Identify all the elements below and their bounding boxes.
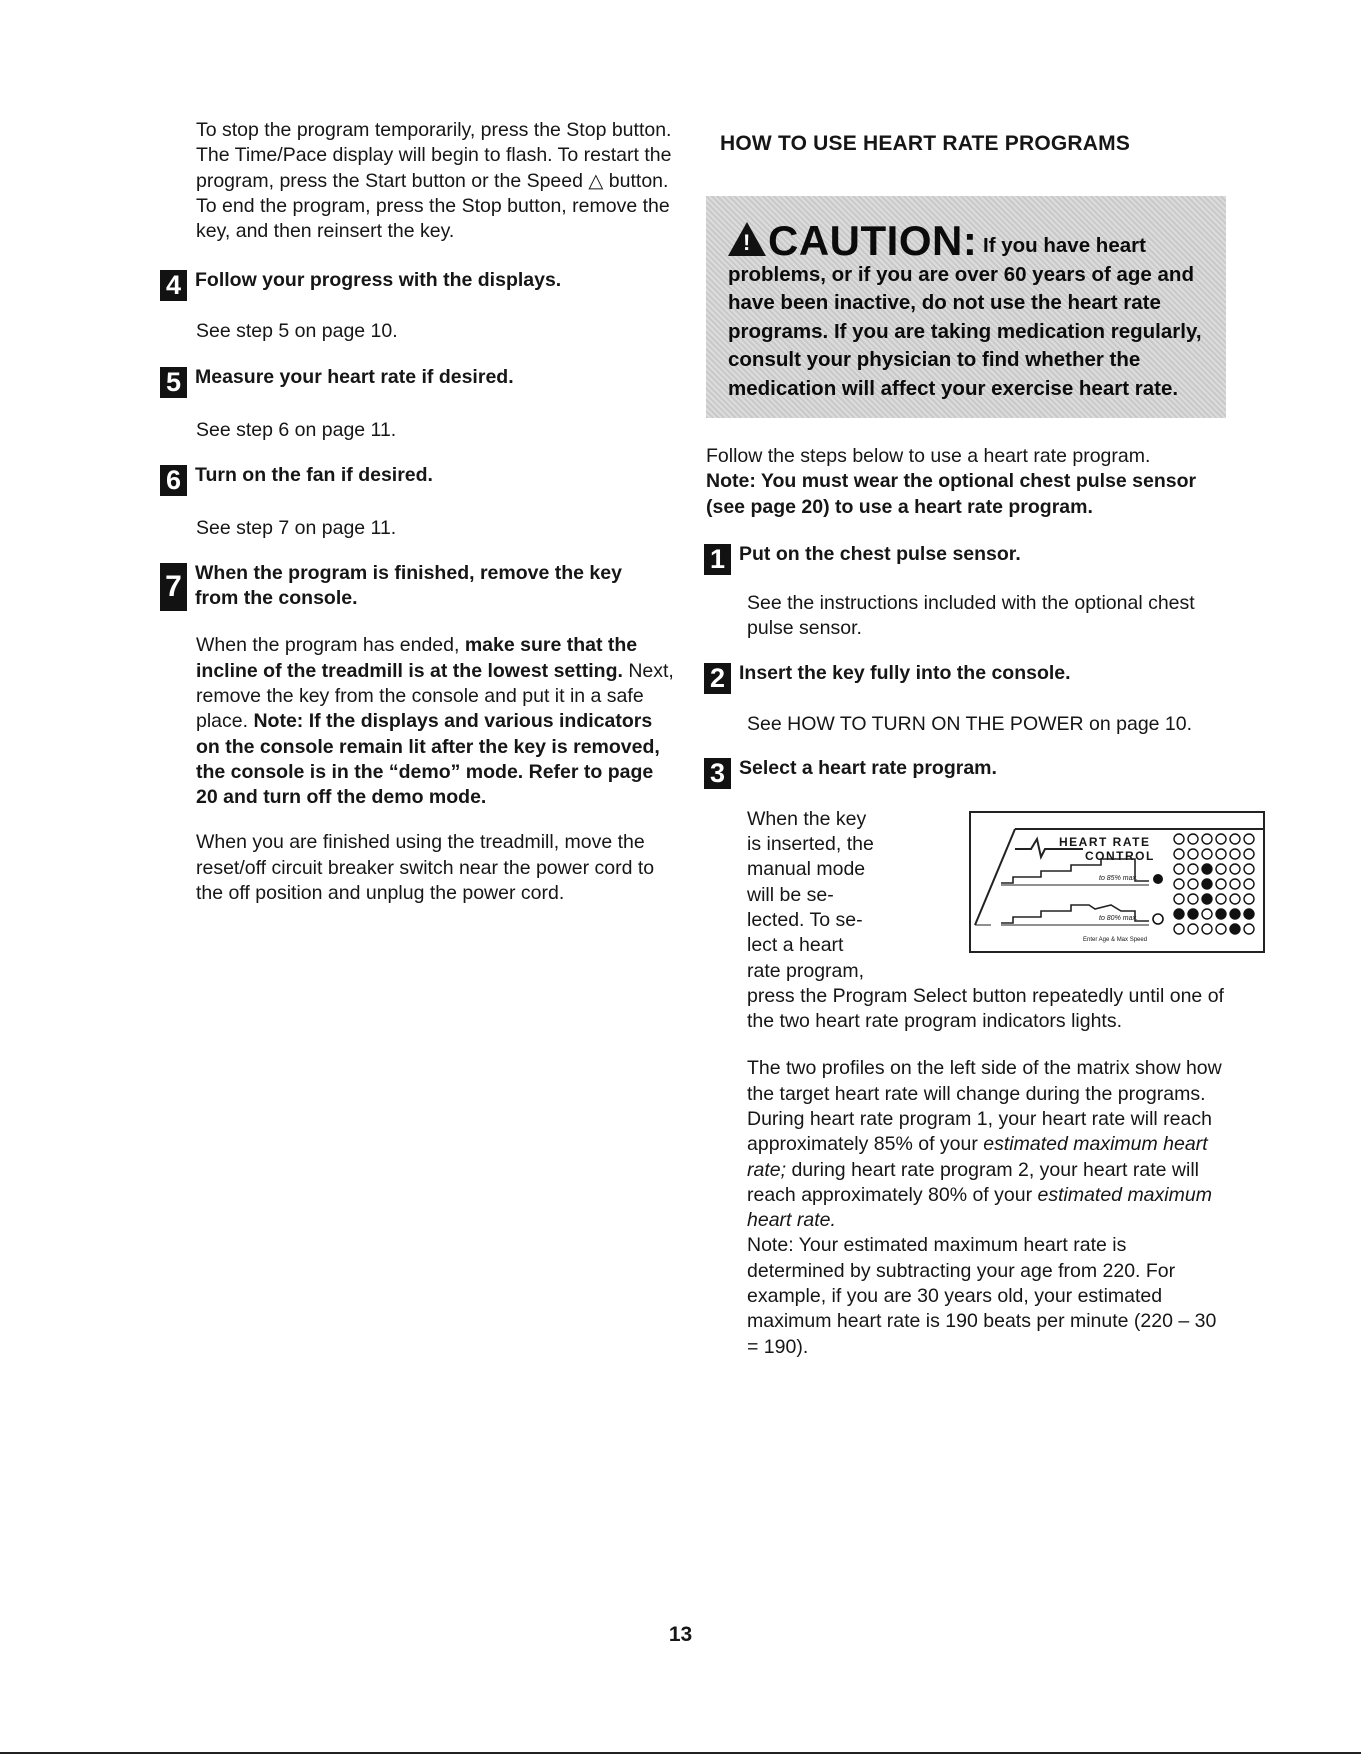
matrix-led	[1216, 924, 1226, 934]
diagram-label-heart-rate: HEART RATE	[1059, 834, 1151, 849]
matrix-led	[1244, 864, 1254, 874]
step-number-badge: 5	[160, 367, 187, 398]
step-title: Measure your heart rate if desired.	[195, 365, 514, 388]
step-3-body	[706, 807, 1226, 1360]
matrix-led	[1188, 924, 1198, 934]
matrix-led	[1230, 834, 1240, 844]
matrix-led	[1174, 864, 1184, 874]
matrix-led	[1202, 864, 1212, 874]
profiles-text: The two profiles on the left side of the matrix show how the target heart rate will change during the programs. During heart rate program 1, your heart rate will reach approximately 85% of your	[747, 1057, 1222, 1156]
matrix-led	[1174, 834, 1184, 844]
matrix-led	[1216, 834, 1226, 844]
profiles-italic: estimated maximum heart rate.	[747, 1183, 1212, 1232]
matrix-led	[1174, 849, 1184, 859]
matrix-led	[1230, 909, 1240, 919]
matrix-led	[1188, 864, 1198, 874]
step-number-badge: 7	[160, 563, 187, 611]
matrix-led	[1216, 909, 1226, 919]
matrix-led	[1202, 849, 1212, 859]
section-heading: HOW TO USE HEART RATE PROGRAMS	[720, 132, 1131, 155]
step-7-paragraph	[196, 633, 676, 810]
step-4	[160, 268, 640, 301]
step-title: Follow your progress with the displays.	[195, 269, 562, 292]
matrix-led	[1230, 894, 1240, 904]
step-number-badge: 3	[704, 758, 731, 789]
page-bottom-rule	[0, 1752, 1361, 1754]
step-7-bold-note: Note: If the displays and various indicators on the console remain lit after the key is removed, the console is in the “demo” mode. Refer to page 20 and turn off the demo mode.	[196, 710, 660, 809]
step-7-text: When the program has ended,	[196, 634, 465, 657]
warning-triangle-icon	[728, 222, 766, 256]
step-number-badge: 6	[160, 465, 187, 496]
matrix-led	[1230, 879, 1240, 889]
diagram-label-85: to 85% max.	[1099, 874, 1138, 882]
matrix-led	[1244, 834, 1254, 844]
chest-sensor-note: Note: You must wear the optional chest pulse sensor (see page 20) to use a heart rate program.	[706, 470, 1197, 518]
matrix-led	[1188, 834, 1198, 844]
step-number-badge: 4	[160, 270, 187, 301]
console-panel	[969, 811, 1265, 953]
step-body: See step 7 on page 11.	[196, 517, 397, 540]
step-7	[160, 561, 630, 611]
diagram-label-control: CONTROL	[1085, 848, 1155, 863]
right-column	[706, 132, 1226, 1360]
matrix-led	[1216, 849, 1226, 859]
profiles-italic: estimated maximum heart rate;	[747, 1133, 1208, 1181]
heart-rate-control-diagram	[961, 810, 1261, 956]
matrix-led	[1202, 909, 1212, 919]
stop-program-paragraph: To stop the program temporarily, press the Stop button. The Time/Pace display will begin to flash. To restart the program, press the Start button or the Speed △ button. To end the program, press the Stop button, remove the key, and then reinsert the key.	[196, 119, 672, 243]
matrix-led	[1174, 894, 1184, 904]
matrix-led	[1174, 909, 1184, 919]
step-6	[160, 463, 640, 496]
matrix-led	[1230, 849, 1240, 859]
profiles-paragraph	[747, 1056, 1226, 1360]
step-title: Turn on the fan if desired.	[195, 464, 433, 487]
matrix-led	[1174, 879, 1184, 889]
step-body: See step 5 on page 10.	[196, 320, 398, 343]
step-body: See step 6 on page 11.	[196, 418, 397, 441]
matrix-led	[1244, 909, 1254, 919]
step-7-bold-incline: make sure that the incline of the treadmill is at the lowest setting.	[196, 634, 638, 682]
text-line: manual mode	[747, 858, 866, 881]
matrix-led	[1202, 879, 1212, 889]
matrix-led	[1188, 909, 1198, 919]
text-line: is inserted, the	[747, 833, 874, 856]
step-3-tail: press the Program Select button repeatedly until one of the two heart rate program indicators lights.	[747, 984, 1224, 1033]
diagram-label-80: to 80% max.	[1099, 914, 1138, 922]
matrix-led	[1188, 879, 1198, 889]
step-body: See HOW TO TURN ON THE POWER on page 10.	[747, 713, 1193, 736]
matrix-led	[1174, 924, 1184, 934]
matrix-led	[1202, 924, 1212, 934]
heart-rate-intro: Follow the steps below to use a heart rate program.	[706, 445, 1151, 467]
caution-message: If you have heart problems, or if you are over 60 years of age and have been inactive, do not use the heart rate programs. If you are taking medication regularly, consult your physician to find whether the medication will affect your exercise heart rate.	[728, 234, 1202, 400]
step-2	[704, 661, 1224, 694]
matrix-led	[1244, 879, 1254, 889]
max-heart-rate-note: Note: Your estimated maximum heart rate is determined by subtracting your age from 220. For example, if you are 30 years old, your estimated maximum heart rate is 190 beats per minute (220 – 30 = 190).	[747, 1234, 1217, 1358]
text-line: lected. To se-	[747, 908, 863, 931]
step-title: When the program is finished, remove the key from the console.	[195, 562, 622, 610]
led-matrix	[1174, 834, 1254, 934]
matrix-led	[1188, 849, 1198, 859]
text-line: When the key	[747, 807, 867, 830]
step-3	[704, 756, 1224, 789]
text-line: lect a heart	[747, 934, 844, 957]
matrix-led	[1244, 924, 1254, 934]
left-column	[165, 118, 676, 906]
matrix-led	[1230, 864, 1240, 874]
diagram-footer-label: Enter Age & Max Speed	[1083, 936, 1148, 943]
step-title: Select a heart rate program.	[739, 756, 997, 779]
matrix-led	[1244, 849, 1254, 859]
step-body: See the instructions included with the optional chest pulse sensor.	[747, 591, 1195, 640]
matrix-led	[1202, 894, 1212, 904]
step-7-text: Next, remove the key from the console and put it in a safe place.	[196, 659, 674, 733]
step-1	[704, 542, 1224, 575]
page-number: 13	[668, 1623, 693, 1646]
text-line: rate program,	[747, 959, 865, 982]
step-number-badge: 2	[704, 663, 731, 694]
matrix-led	[1188, 894, 1198, 904]
step-title: Put on the chest pulse sensor.	[739, 542, 1021, 565]
matrix-led	[1216, 864, 1226, 874]
matrix-led	[1216, 894, 1226, 904]
caution-box	[706, 196, 1226, 418]
matrix-led	[1230, 924, 1240, 934]
step-number-badge: 1	[704, 544, 731, 575]
profiles-text: during heart rate program 2, your heart rate will reach approximately 80% of your	[747, 1158, 1199, 1206]
matrix-led	[1244, 894, 1254, 904]
step-title: Insert the key fully into the console.	[739, 662, 1071, 685]
text-line: will be se-	[747, 883, 834, 906]
matrix-led	[1202, 834, 1212, 844]
caution-heading: CAUTION:	[768, 217, 978, 264]
step-7-paragraph-2: When you are finished using the treadmill, move the reset/off circuit breaker switch near the power cord to the off position and unplug the power cord.	[196, 831, 655, 905]
caution-text-block	[728, 217, 1212, 403]
step-5	[160, 365, 640, 398]
matrix-led	[1216, 879, 1226, 889]
